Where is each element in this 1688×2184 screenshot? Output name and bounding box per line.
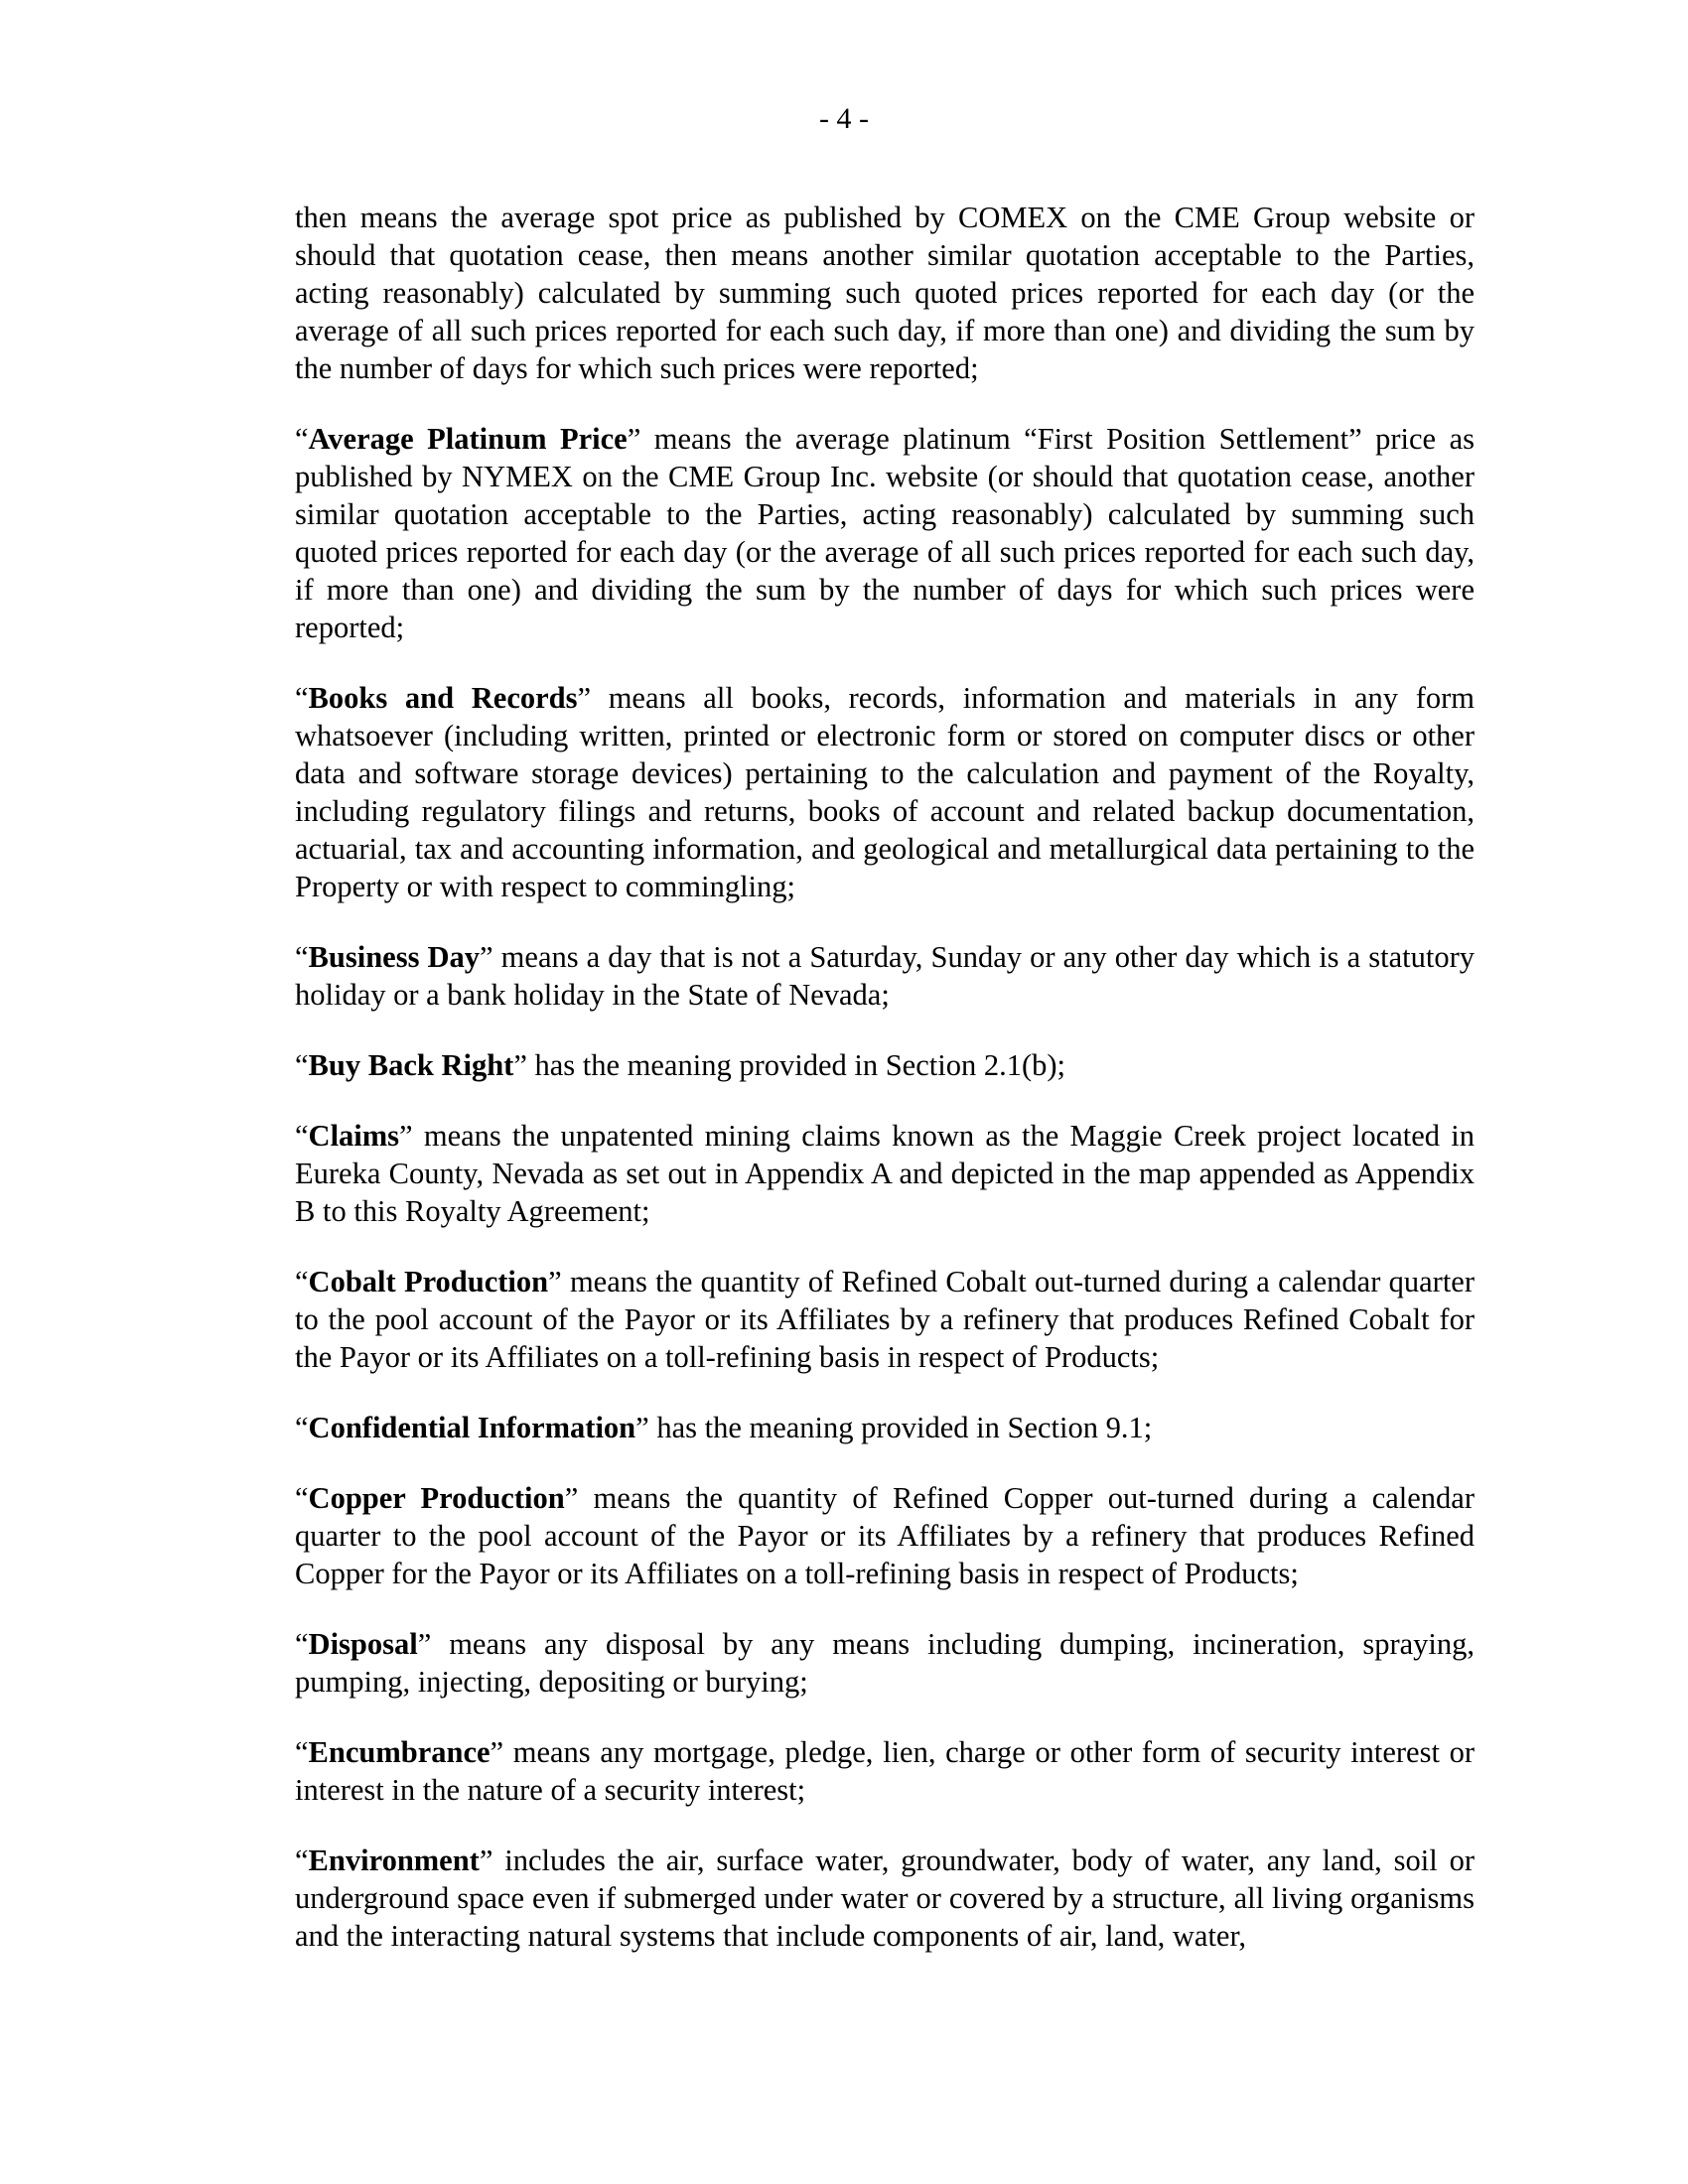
definition-average-platinum-price: “Average Platinum Price” means the average platinum “First Position Settlement” price as published by NYMEX on the CME Group Inc. website (or should that quotation cease, another similar quotation acceptable to the Parties, acting reasonably) calculated by summing such quoted prices reported for each day (or the average of all such prices reported for each such day, if more than one) and dividing the sum by the number of days for which such prices were reported; xyxy=(295,422,1475,644)
definition-text: means any mortgage, pledge, lien, charge or other form of security interest or interest in the nature of a security interest; xyxy=(295,1735,1475,1807)
defined-term: Claims xyxy=(308,1119,400,1153)
definition-claims: “Claims” means the unpatented mining claims known as the Maggie Creek project located in Eureka County, Nevada as set out in Appendix A and depicted in the map appended as Appendix B to this Royalty Agreement; xyxy=(295,1119,1475,1228)
definition-text: means the unpatented mining claims known as the Maggie Creek project located in Eureka County, Nevada as set out in Appendix A and depicted in the map appended as Appendix B to this Royalty Agreement; xyxy=(295,1119,1475,1228)
definition-text: has the meaning provided in Section 9.1; xyxy=(648,1411,1153,1444)
definition-text: means the quantity of Refined Copper out-turned during a calendar quarter to the pool account of the Payor or its Affiliates by a refinery that produces Refined Copper for the Payor or its Affiliates on a toll-refining basis in respect of Products; xyxy=(295,1481,1475,1590)
defined-term: Environment xyxy=(308,1843,480,1877)
definition-confidential-information: “Confidential Information” has the meaning provided in Section 9.1; xyxy=(295,1411,1153,1444)
defined-term: Average Platinum Price xyxy=(308,422,628,456)
definition-environment: “Environment” includes the air, surface water, groundwater, body of water, any land, soil or underground space even if submerged under water or covered by a structure, all living organisms and the interacting natural systems that include components of air, land, water, xyxy=(295,1843,1475,1953)
intro-paragraph: then means the average spot price as published by COMEX on the CME Group website or should that quotation cease, then means another similar quotation acceptable to the Parties, acting reasonably) calculated by summing such quoted prices reported for each day (or the average of all such prices reported for each such day, if more than one) and dividing the sum by the number of days for which such prices were reported; xyxy=(295,201,1475,385)
definition-copper-production: “Copper Production” means the quantity of Refined Copper out-turned during a calendar quarter to the pool account of the Payor or its Affiliates by a refinery that produces Refined Copper for the Payor or its Affiliates on a toll-refining basis in respect of Products; xyxy=(295,1481,1475,1590)
defined-term: Disposal xyxy=(308,1627,418,1661)
page-number: - 4 - xyxy=(819,102,869,135)
defined-term: Buy Back Right xyxy=(308,1048,514,1082)
definition-encumbrance: “Encumbrance” means any mortgage, pledge, lien, charge or other form of security interest or interest in the nature of a security interest; xyxy=(295,1735,1475,1807)
definition-text: means a day that is not a Saturday, Sunday or any other day which is a statutory holiday or a bank holiday in the State of Nevada; xyxy=(295,940,1475,1012)
definition-text: means any disposal by any means including dumping, incineration, spraying, pumping, injecting, depositing or burying; xyxy=(295,1627,1475,1699)
defined-term: Confidential Information xyxy=(308,1411,636,1444)
definition-disposal: “Disposal” means any disposal by any means including dumping, incineration, spraying, pumping, injecting, depositing or burying; xyxy=(295,1627,1475,1699)
definition-business-day: “Business Day” means a day that is not a Saturday, Sunday or any other day which is a statutory holiday or a bank holiday in the State of Nevada; xyxy=(295,940,1475,1012)
defined-term: Books and Records xyxy=(308,681,578,715)
definition-buy-back-right: “Buy Back Right” has the meaning provided in Section 2.1(b); xyxy=(295,1048,1065,1082)
definition-text: means all books, records, information and materials in any form whatsoever (including written, printed or electronic form or stored on computer discs or other data and software storage devices) pertaining to the calculation and payment of the Royalty, including regulatory filings and returns, books of account and related backup documentation, actuarial, tax and accounting information, and geological and metallurgical data pertaining to the Property or with respect to commingling; xyxy=(295,681,1475,903)
definition-text: means the average platinum “First Position Settlement” price as published by NYMEX on the CME Group Inc. website (or should that quotation cease, another similar quotation acceptable to the Parties, acting reasonably) calculated by summing such quoted prices reported for each day (or the average of all such prices reported for each such day, if more than one) and dividing the sum by the number of days for which such prices were reported; xyxy=(295,422,1475,644)
defined-term: Copper Production xyxy=(308,1481,565,1515)
defined-term: Cobalt Production xyxy=(308,1265,549,1298)
defined-term: Encumbrance xyxy=(308,1735,491,1769)
definitions-body xyxy=(295,199,1475,1987)
defined-term: Business Day xyxy=(308,940,481,974)
definition-books-and-records: “Books and Records” means all books, records, information and materials in any form whatsoever (including written, printed or electronic form or stored on computer discs or other data and software storage devices) pertaining to the calculation and payment of the Royalty, including regulatory filings and returns, books of account and related backup documentation, actuarial, tax and accounting information, and geological and metallurgical data pertaining to the Property or with respect to commingling; xyxy=(295,681,1475,903)
definition-text: includes the air, surface water, groundwater, body of water, any land, soil or underground space even if submerged under water or covered by a structure, all living organisms and the interacting natural systems that include components of air, land, water, xyxy=(295,1843,1475,1953)
definition-text: means the quantity of Refined Cobalt out-turned during a calendar quarter to the pool account of the Payor or its Affiliates by a refinery that produces Refined Cobalt for the Payor or its Affiliates on a toll-refining basis in respect of Products; xyxy=(295,1265,1476,1374)
definition-cobalt-production: “Cobalt Production” means the quantity of Refined Cobalt out-turned during a calendar quarter to the pool account of the Payor or its Affiliates by a refinery that produces Refined Cobalt for the Payor or its Affiliates on a toll-refining basis in respect of Products; xyxy=(295,1265,1476,1374)
definition-text: has the meaning provided in Section 2.1(b); xyxy=(526,1048,1065,1082)
